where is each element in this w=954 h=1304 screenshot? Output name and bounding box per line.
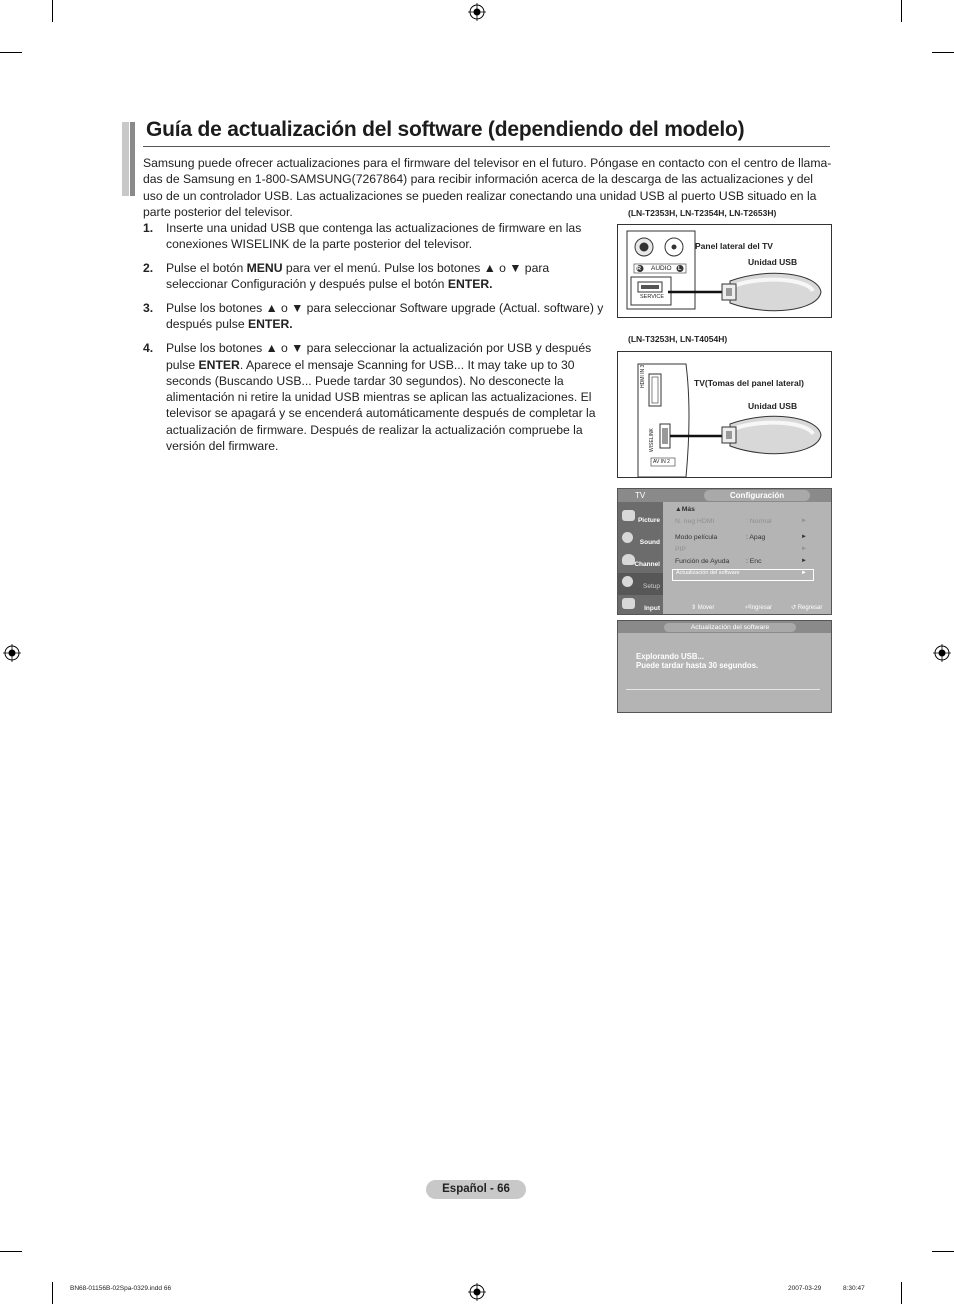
crop-mark (52, 0, 53, 22)
step-item (143, 260, 608, 293)
sidebar-item-channel[interactable]: Channel (618, 551, 663, 573)
sidebar-item-picture[interactable]: Picture (618, 507, 663, 529)
crop-mark (0, 52, 22, 53)
hdmi-port-label: HDMI IN 3 (640, 364, 646, 388)
registration-mark-icon (468, 3, 486, 21)
page-title: Guía de actualización del software (dependiendo del modelo) (146, 118, 745, 141)
step-fragment: Pulse los botones ▲ o ▼ para seleccionar Software upgrade (Actual. software) y después pulse (166, 301, 604, 332)
diagram1-caption: (LN-T2353H, LN-T2354H, LN-T2653H) (628, 208, 777, 218)
step-item (143, 340, 608, 454)
step-item (143, 300, 608, 333)
registration-mark-icon (468, 1283, 486, 1301)
step-number: 3. (143, 301, 154, 316)
usb-label: Unidad USB (748, 401, 798, 411)
step-fragment: Pulse el botón (166, 261, 247, 276)
step-fragment: . Aparece el mensaje Scanning for USB... It may take up to 30 seconds (Buscando USB... Puede tardar 30 segundos). No desconecte la alimentación ni retire la unidad USB mientras se aplican las actualizaciones. El televisor se apagará y se encenderá automáticamente después de completar la actualización de firmware. Después de realizar la actualización compruebe la versión del firmware. (166, 357, 596, 454)
step-fragment: para ver el menú. Pulse los botones ▲ o ▼ para seleccionar Configuración y después pulse el botón (166, 261, 550, 292)
step-text (166, 220, 608, 253)
step-emphasis: ENTER. (248, 317, 293, 332)
step-item (143, 220, 608, 253)
scanning-dialog (617, 620, 832, 713)
step-number: 1. (143, 221, 154, 235)
panel-label: TV(Tomas del panel lateral) (694, 378, 804, 388)
print-date: 2007-03-29 (788, 1285, 822, 1292)
channel-icon (622, 554, 635, 565)
crop-mark (901, 0, 902, 22)
dialog-title: Actualización del software (664, 623, 796, 632)
av-port-label: AV IN 2 (653, 459, 670, 465)
dialog-message-line2: Puede tardar hasta 30 segundos. (636, 661, 759, 670)
wiselink-port-label: WISELINK (649, 428, 655, 452)
footer-return: ↺ Regresar (791, 605, 823, 611)
step-text (166, 300, 608, 333)
step-number: 2. (143, 261, 154, 276)
page-number-badge: Español - 66 (426, 1180, 526, 1199)
sidebar-item-setup[interactable]: Setup (618, 573, 663, 595)
service-label: SERVICE (640, 294, 665, 300)
step-emphasis: MENU (246, 261, 283, 276)
menu-row[interactable]: PIP ► (675, 546, 807, 553)
registration-mark-icon (933, 644, 951, 662)
print-file-name: BN68-01156B-02Spa-0329.indd 66 (70, 1285, 172, 1292)
picture-icon (622, 510, 635, 521)
panel-label: Panel lateral del TV (695, 241, 773, 251)
step-fragment: Pulse los botones ▲ o ▼ para seleccionar la actualización por USB y después pulse (166, 341, 592, 372)
tv-side-panel-diagram (618, 225, 831, 317)
step-emphasis: ENTER. (447, 277, 493, 292)
step-text (166, 260, 608, 293)
tv-side-jacks-diagram (618, 352, 831, 477)
diagram2-caption: (LN-T3253H, LN-T4054H) (628, 334, 728, 344)
usb-label: Unidad USB (748, 257, 798, 267)
step-emphasis: ENTER (198, 357, 240, 372)
menu-row[interactable]: N. neg HDMI : Normal ► (675, 518, 807, 525)
menu-title: Configuración (704, 490, 810, 501)
crop-mark (932, 52, 954, 53)
gear-icon (622, 576, 633, 587)
menu-tv-label: TV (635, 491, 646, 500)
menu-sidebar (618, 502, 663, 614)
audio-r-label: R (637, 265, 641, 272)
menu-row[interactable]: Modo película : Apag ► (675, 534, 807, 541)
sidebar-item-input[interactable]: Input (618, 595, 663, 615)
dialog-message-line1: Explorando USB... (636, 652, 705, 661)
step-fragment: Inserte una unidad USB que contenga las actualizaciones de firmware en las conexiones WISELINK de la parte posterior del televisor. (166, 221, 582, 252)
menu-content (663, 502, 831, 614)
setup-menu-screen (617, 488, 832, 615)
crop-mark (901, 1282, 902, 1304)
sound-icon (622, 532, 633, 543)
crop-mark (52, 1282, 53, 1304)
print-time: 8:30:47 (843, 1285, 865, 1292)
title-divider (143, 146, 830, 147)
title-accent-bar (130, 122, 135, 196)
footer-enter: ⏎Ingresar (745, 605, 773, 611)
menu-row[interactable]: Función de Ayuda : Enc ► (675, 558, 807, 565)
audio-label: AUDIO (651, 265, 672, 272)
crop-mark (932, 1251, 954, 1252)
crop-mark (0, 1251, 22, 1252)
step-number: 4. (143, 341, 154, 356)
audio-l-label: L (678, 265, 682, 272)
title-accent-bar (122, 122, 129, 196)
diagram1-panel (617, 224, 832, 318)
registration-mark-icon (3, 644, 21, 662)
menu-row-software-update[interactable]: Actualización del software ► (676, 570, 807, 576)
step-text (166, 340, 608, 454)
steps-list (143, 220, 608, 462)
footer-move: ⇕ Mover (691, 605, 715, 611)
diagram2-panel (617, 351, 832, 478)
intro-paragraph: Samsung puede ofrecer actualizaciones para el firmware del televisor en el futuro. Póngase en contacto con el centro de llama-das de Samsung en 1-800-SAMSUNG(7267864) para recibir información acerca de la descarga de las actualizaciones y del uso de un controlador USB. Las actualizaciones se pueden realizar conectando una unidad USB al puerto USB situado en la parte posterior del televisor. (143, 156, 832, 219)
menu-more[interactable]: ▲Más (675, 506, 695, 513)
sidebar-item-sound[interactable]: Sound (618, 529, 663, 551)
dialog-progress-line (626, 689, 820, 690)
input-icon (622, 598, 635, 609)
